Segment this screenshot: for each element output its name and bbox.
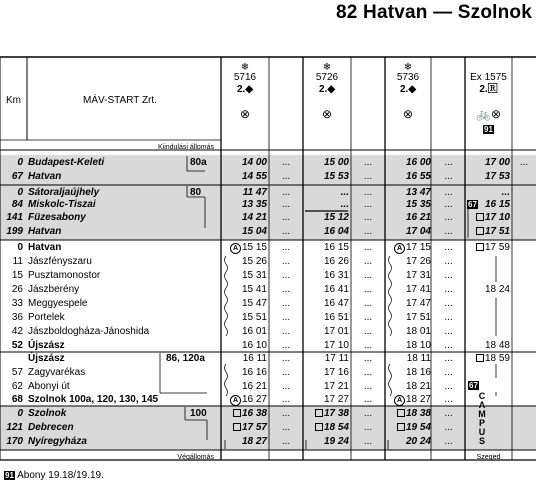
station-name: Abonyi út: [28, 381, 70, 392]
no-service-dots: ...: [281, 298, 291, 309]
no-service-dots: ...: [444, 199, 453, 210]
no-service-dots: ...: [363, 212, 373, 223]
no-service-dots: ...: [444, 242, 453, 253]
train-number: 5726: [315, 72, 339, 83]
km-value: 121: [6, 422, 23, 433]
departure-time: 18 27: [241, 436, 267, 447]
snow-icon: ❄: [403, 62, 413, 73]
departure-time: 17 11: [324, 353, 349, 364]
departure-time: 18 21: [405, 381, 431, 392]
departure-time: 15 12: [323, 212, 349, 223]
departure-time: 17 51: [467, 226, 510, 238]
no-service-dots: ...: [363, 226, 373, 237]
station-name: Jászberény: [28, 284, 80, 295]
km-value: 26: [11, 284, 23, 295]
departure-time: 17 26: [405, 256, 431, 267]
departure-time: ...: [501, 187, 510, 198]
square-icon: [315, 409, 323, 417]
no-service-dots: ...: [281, 212, 291, 223]
no-service-dots: ...: [444, 298, 453, 309]
departure-time: 16 26: [323, 256, 349, 267]
no-service-dots: ...: [444, 284, 453, 295]
square-icon: [397, 423, 405, 431]
square-icon: [476, 227, 484, 235]
departure-time: 17 21: [323, 381, 349, 392]
no-service-dots: ...: [363, 256, 373, 267]
departure-time: 18 38: [387, 408, 431, 420]
line-reference: 80a: [190, 157, 207, 168]
station-name: Hatvan: [28, 226, 62, 237]
circle-a-icon: A: [230, 395, 241, 406]
no-service-dots: ...: [444, 256, 453, 267]
km-value: 67: [11, 171, 23, 182]
line-reference: 86, 120a: [166, 353, 205, 364]
departure-time: 16 51: [323, 312, 349, 323]
no-service-dots: ...: [281, 436, 291, 447]
badge-67-upper: 67: [468, 200, 477, 209]
departure-time: 16 31: [323, 270, 349, 281]
no-service-dots: ...: [444, 226, 453, 237]
departure-time: 15 35: [405, 199, 431, 210]
km-value: 0: [17, 242, 23, 253]
no-service-dots: ...: [281, 284, 291, 295]
km-value: 52: [11, 340, 23, 351]
circle-a-icon: A: [394, 395, 405, 406]
page-title: 82 Hatvan — Szolnok: [336, 2, 532, 23]
departure-time: A 18 27: [387, 394, 431, 406]
footnote-badge: 91: [5, 471, 14, 480]
no-service-dots: ...: [281, 394, 291, 405]
no-service-dots: ...: [281, 422, 291, 433]
station-name: Sátoraljaújhely: [28, 187, 100, 198]
departure-time: 15 51: [241, 312, 267, 323]
square-icon: [476, 243, 484, 251]
no-service-dots: ...: [444, 367, 453, 378]
no-service-dots: ...: [281, 367, 291, 378]
station-name: Zagyvarékas: [28, 367, 86, 378]
no-service-dots: ...: [444, 312, 453, 323]
km-value: 170: [6, 436, 23, 447]
departure-time: 16 55: [405, 171, 431, 182]
departure-time: ...: [340, 187, 349, 198]
no-service-dots: ...: [281, 340, 291, 351]
station-name: Jászfényszaru: [28, 256, 92, 267]
departure-time: 17 51: [405, 312, 431, 323]
circle-a-icon: A: [394, 243, 405, 254]
station-name: Meggyespele: [28, 298, 88, 309]
no-service-dots: ...: [444, 157, 453, 168]
no-service-dots: ...: [444, 394, 453, 405]
departure-time: 16 01: [241, 326, 267, 337]
no-service-dots: ...: [363, 242, 373, 253]
train-number: 5736: [396, 72, 420, 83]
station-name: Hatvan: [28, 242, 62, 253]
train-badge: 91: [484, 125, 493, 134]
square-icon: [233, 423, 241, 431]
departure-time: 15 04: [241, 226, 267, 237]
no-smoking-icon: ⊗: [402, 107, 414, 121]
departure-time: 17 04: [405, 226, 431, 237]
no-service-dots: ...: [363, 171, 373, 182]
km-value: 62: [11, 381, 23, 392]
km-value: 0: [17, 157, 23, 168]
no-service-dots: ...: [363, 284, 373, 295]
departure-time: 16 41: [323, 284, 349, 295]
operator-header: MÁV-START Zrt.: [83, 95, 157, 106]
no-service-dots: ...: [281, 199, 291, 210]
no-service-dots: ...: [363, 326, 373, 337]
train-class: 2.◆: [318, 84, 336, 95]
no-service-dots: ...: [363, 312, 373, 323]
km-value: 68: [11, 394, 23, 405]
square-icon: [397, 409, 405, 417]
station-name: Budapest-Keleti: [28, 157, 105, 168]
no-service-dots: ...: [363, 187, 373, 198]
no-service-dots: ...: [363, 270, 373, 281]
departure-time: A 17 15: [387, 242, 431, 254]
no-smoking-icon: 🚲⊗: [476, 107, 501, 121]
train-class: 2.◆: [236, 84, 254, 95]
departure-time: 17 10: [467, 212, 510, 224]
no-service-dots: ...: [363, 353, 373, 364]
departure-time: 16 00: [405, 157, 431, 168]
departure-time: 16 21: [241, 381, 267, 392]
no-service-dots: ...: [281, 312, 291, 323]
departure-time: 11 47: [242, 187, 267, 198]
station-name: Hatvan: [28, 171, 62, 182]
km-header: Km: [6, 95, 21, 106]
no-service-dots: ...: [444, 212, 453, 223]
footnote-text: Abony 19.18/19.19.: [17, 470, 104, 481]
no-service-dots: ...: [281, 157, 291, 168]
footnote: [4, 470, 104, 481]
no-service-dots: ...: [281, 187, 291, 198]
departure-time: 17 38: [305, 408, 349, 420]
campus-label: CAMPUS: [478, 391, 486, 446]
departure-time: 16 21: [405, 212, 431, 223]
no-service-dots: ...: [363, 408, 373, 419]
station-name: Nyíregyháza: [28, 436, 87, 447]
destination-label: Végállomás: [177, 454, 214, 461]
badge-67-lower: 67: [469, 381, 478, 390]
km-value: 11: [12, 256, 23, 267]
no-service-dots: ...: [363, 367, 373, 378]
station-name: Portelek: [28, 312, 65, 323]
departure-time: 17 10: [323, 340, 349, 351]
no-service-dots: ...: [363, 340, 373, 351]
no-service-dots: ...: [444, 270, 453, 281]
km-value: 0: [17, 408, 23, 419]
origin-label: Kiindulási állomás: [157, 144, 214, 151]
departure-time: 16 04: [323, 226, 349, 237]
no-service-dots: ...: [281, 381, 291, 392]
no-service-dots: ...: [444, 326, 453, 337]
departure-time: 17 59: [467, 242, 510, 254]
train-number: 5716: [233, 72, 257, 83]
station-name: Debrecen: [28, 422, 74, 433]
no-service-dots: ...: [281, 242, 291, 253]
departure-time: 17 53: [484, 171, 510, 182]
km-value: 36: [11, 312, 23, 323]
departure-time: 14 55: [241, 171, 267, 182]
departure-time: 18 54: [305, 422, 349, 434]
station-name: Füzesabony: [28, 212, 86, 223]
no-service-dots: ...: [444, 408, 453, 419]
no-service-dots: ...: [444, 340, 453, 351]
departure-time: 16 15: [323, 242, 349, 253]
square-icon: [315, 423, 323, 431]
no-service-dots: ...: [363, 436, 373, 447]
snow-icon: ❄: [240, 62, 250, 73]
no-service-dots: ...: [281, 226, 291, 237]
no-service-dots: ...: [363, 157, 373, 168]
departure-time: 15 47: [241, 298, 267, 309]
departure-time: 13 47: [405, 187, 431, 198]
km-value: 199: [6, 226, 23, 237]
departure-time: A 15 15: [223, 242, 267, 254]
station-name: Újszász: [28, 340, 65, 351]
departure-time: 18 16: [405, 367, 431, 378]
km-value: 15: [11, 270, 23, 281]
no-service-dots: ...: [519, 157, 529, 168]
no-service-dots: ...: [281, 408, 291, 419]
departure-time: 17 57: [223, 422, 267, 434]
departure-time: 16 15: [484, 199, 510, 210]
station-name: Újszász: [28, 353, 65, 364]
station-name: Szolnok 100a, 120, 130, 145: [28, 394, 159, 405]
no-smoking-icon: ⊗: [321, 107, 333, 121]
departure-time: 15 26: [241, 256, 267, 267]
departure-time: 15 41: [241, 284, 267, 295]
train-class: 2.🅁: [479, 84, 498, 95]
departure-time: 14 00: [241, 157, 267, 168]
departure-time: 15 31: [241, 270, 267, 281]
no-service-dots: ...: [281, 326, 291, 337]
departure-time: 18 48: [484, 340, 510, 351]
circle-a-icon: A: [230, 243, 241, 254]
no-service-dots: ...: [444, 353, 453, 364]
departure-time: 17 31: [405, 270, 431, 281]
no-service-dots: ...: [444, 422, 453, 433]
station-name: Szolnok: [28, 408, 67, 419]
departure-time: 17 16: [323, 367, 349, 378]
destination-ex: Szeged: [476, 454, 501, 461]
departure-time: 15 00: [323, 157, 349, 168]
station-name: Jászboldogháza-Jánoshida: [28, 326, 150, 337]
departure-time: 16 47: [323, 298, 349, 309]
line-reference: 80: [190, 187, 202, 198]
departure-time: 14 21: [241, 212, 267, 223]
departure-time: 16 38: [223, 408, 267, 420]
station-name: Pusztamonostor: [28, 270, 101, 281]
departure-time: 16 16: [241, 367, 267, 378]
departure-time: 16 10: [241, 340, 267, 351]
departure-time: 18 11: [406, 353, 431, 364]
departure-time: 18 24: [484, 284, 510, 295]
departure-time: 18 01: [405, 326, 431, 337]
departure-time: 17 41: [405, 284, 431, 295]
no-service-dots: ...: [444, 436, 453, 447]
departure-time: 17 00: [484, 157, 510, 168]
no-service-dots: ...: [363, 422, 373, 433]
snow-icon: ❄: [322, 62, 332, 73]
square-icon: [476, 354, 484, 362]
no-service-dots: ...: [281, 256, 291, 267]
departure-time: A 16 27: [223, 394, 267, 406]
departure-time: 19 24: [323, 436, 349, 447]
departure-time: ...: [340, 199, 349, 210]
no-service-dots: ...: [363, 381, 373, 392]
departure-time: 18 59: [467, 353, 510, 365]
no-service-dots: ...: [281, 270, 291, 281]
no-service-dots: ...: [281, 353, 291, 364]
no-service-dots: ...: [363, 298, 373, 309]
km-value: 57: [11, 367, 23, 378]
no-service-dots: ...: [444, 187, 453, 198]
departure-time: 19 54: [387, 422, 431, 434]
departure-time: 17 01: [323, 326, 349, 337]
no-smoking-icon: ⊗: [239, 107, 251, 121]
departure-time: 16 11: [242, 353, 267, 364]
km-value: 42: [11, 326, 23, 337]
departure-time: 18 10: [405, 340, 431, 351]
km-value: 33: [11, 298, 23, 309]
train-number: Ex 1575: [470, 72, 507, 83]
km-value: 141: [6, 212, 23, 223]
no-service-dots: ...: [444, 171, 453, 182]
departure-time: 13 35: [241, 199, 267, 210]
square-icon: [476, 213, 484, 221]
train-class: 2.◆: [399, 84, 417, 95]
departure-time: 15 53: [323, 171, 349, 182]
no-service-dots: ...: [281, 171, 291, 182]
line-reference: 100: [190, 408, 207, 419]
no-service-dots: ...: [363, 199, 373, 210]
no-service-dots: ...: [363, 394, 373, 405]
departure-time: 17 47: [405, 298, 431, 309]
departure-time: 20 24: [405, 436, 431, 447]
no-service-dots: ...: [444, 381, 453, 392]
station-name: Miskolc-Tiszai: [28, 199, 96, 210]
km-value: 0: [17, 187, 23, 198]
square-icon: [233, 409, 241, 417]
departure-time: 17 27: [323, 394, 349, 405]
km-value: 84: [11, 199, 23, 210]
